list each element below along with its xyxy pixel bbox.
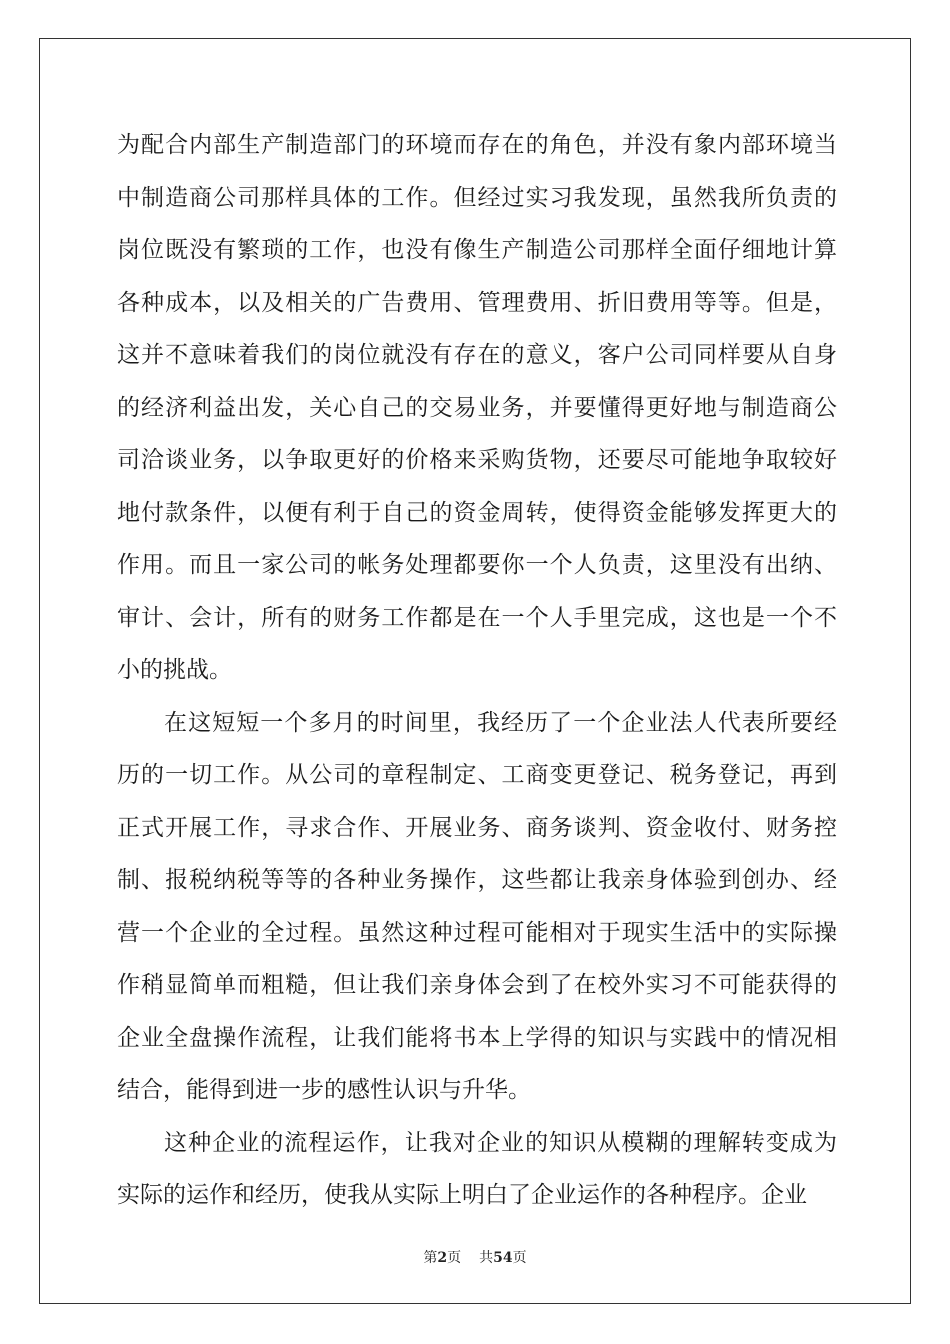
- text-line: 审计、会计，所有的财务工作都是在一个人手里完成，这也是一个不: [117, 604, 837, 631]
- text-line: 地付款条件，以便有利于自己的资金周转，使得资金能够发挥更大的: [117, 499, 837, 526]
- text-line: 企业全盘操作流程，让我们能将书本上学得的知识与实践中的情况相: [117, 1024, 837, 1051]
- paragraph: [117, 1117, 837, 1222]
- text-line: 小的挑战。: [117, 657, 232, 683]
- footer-page-suffix: 页: [447, 1250, 462, 1266]
- text-line: 在这短短一个多月的时间里，我经历了一个企业法人代表所要经: [164, 709, 837, 736]
- text-line: 正式开展工作，寻求合作、开展业务、商务谈判、资金收付、财务控: [117, 814, 837, 841]
- footer-total-pages: 54: [493, 1250, 513, 1266]
- footer-total-suffix: 页: [512, 1250, 527, 1266]
- text-line: 中制造商公司那样具体的工作。但经过实习我发现，虽然我所负责的: [117, 184, 837, 211]
- text-line: 历的一切工作。从公司的章程制定、工商变更登记、税务登记，再到: [117, 762, 837, 788]
- paragraph: [117, 697, 837, 1117]
- text-line: 这并不意味着我们的岗位就没有存在的意义，客户公司同样要从自身: [117, 342, 837, 368]
- text-line: 各种成本，以及相关的广告费用、管理费用、折旧费用等等。但是，: [117, 289, 837, 316]
- page-footer: [0, 1247, 950, 1267]
- text-line: 营一个企业的全过程。虽然这种过程可能相对于现实生活中的实际操: [117, 919, 837, 946]
- text-line: 制、报税纳税等等的各种业务操作，这些都让我亲身体验到创办、经: [117, 867, 837, 893]
- text-line: 岗位既没有繁琐的工作，也没有像生产制造公司那样全面仔细地计算: [117, 237, 837, 263]
- text-line: 的经济利益出发，关心自己的交易业务，并要懂得更好地与制造商公: [117, 394, 837, 421]
- text-line: 为配合内部生产制造部门的环境而存在的角色，并没有象内部环境当: [117, 132, 837, 158]
- text-line: 这种企业的流程运作，让我对企业的知识从模糊的理解转变成为: [164, 1129, 837, 1156]
- paragraph: [117, 119, 837, 697]
- text-line: 司洽谈业务，以争取更好的价格来采购货物，还要尽可能地争取较好: [117, 447, 837, 473]
- footer-total-prefix: 共: [479, 1250, 494, 1266]
- document-body: [117, 119, 837, 1222]
- text-line: 作稍显简单而粗糙，但让我们亲身体会到了在校外实习不可能获得的: [117, 972, 837, 998]
- text-line: 作用。而且一家公司的帐务处理都要你一个人负责，这里没有出纳、: [117, 552, 837, 578]
- text-line: 结合，能得到进一步的感性认识与升华。: [117, 1077, 531, 1103]
- footer-page-number: 2: [437, 1250, 448, 1266]
- footer-page-prefix: 第: [423, 1250, 438, 1266]
- text-line: 实际的运作和经历，使我从实际上明白了企业运作的各种程序。企业: [117, 1182, 807, 1208]
